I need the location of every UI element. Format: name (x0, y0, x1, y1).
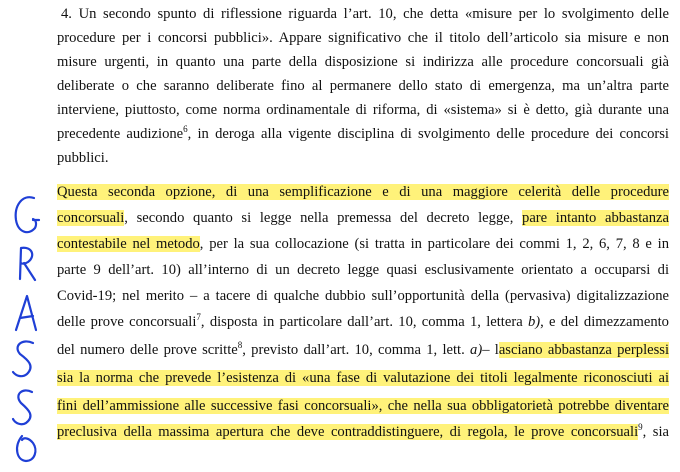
highlighted-text: pare intanto abbastanza (522, 210, 669, 226)
handwritten-grasso-letters (0, 0, 56, 467)
text-line: Covid-19; nel merito – a tacere di qualche dubbio sull’opportunità della (pervasiva) digitalizzazione (57, 288, 669, 304)
text-line (57, 420, 669, 444)
text-span: precedente audizione (57, 126, 184, 142)
footnote-marker[interactable]: 7 (196, 312, 201, 322)
highlighted-text: concorsuali (57, 210, 125, 226)
text-line (57, 366, 669, 390)
text-span: , e del dimezzamento (540, 314, 669, 330)
highlighted-text: fini dell’ammissione alle successive fasi concorsuali», che nella sua obbligatorietà potrebbe diventare (57, 398, 669, 414)
text-line (57, 232, 669, 256)
italic-text: a) (470, 342, 483, 358)
text-span: del numero delle prove scritte (57, 342, 238, 358)
handwritten-letter-s (13, 390, 32, 424)
text-span: , previsto dall’art. 10, comma 1, lett. (242, 342, 471, 358)
text-line (57, 122, 669, 146)
text-line: interviene, piuttosto, come norma ordinamentale di riforma, di «sistema» si è detto, già durante una (57, 102, 669, 118)
text-span: , secondo quanto si legge nella premessa del decreto legge, (124, 210, 523, 226)
handwritten-letter-a (16, 296, 36, 330)
handwritten-letter-g (16, 197, 39, 232)
text-line: deliberate o che saranno deliberate fino al permanere dello stato di emergenza, ma un’altra parte (57, 78, 669, 94)
footnote-marker[interactable]: 6 (183, 124, 188, 134)
highlighted-text: contestabile nel metodo (57, 236, 200, 252)
highlighted-text: asciano abbastanza perplessi (498, 342, 670, 358)
handwritten-margin-note (0, 0, 56, 467)
footnote-marker[interactable]: 8 (237, 340, 243, 350)
text-line (57, 338, 669, 362)
highlighted-text: Questa seconda opzione, di una semplificazione e di una maggiore celerità delle procedure (57, 184, 669, 200)
highlighted-text: preclusiva della massima apertura che deve contraddistinguere, di regola, le prove concorsuali (57, 424, 639, 440)
handwritten-letter-s (13, 341, 33, 376)
text-line: pubblici. (57, 150, 109, 166)
text-line: procedure per i concorsi pubblici». Appare significativo che il titolo dell’articolo sia misure e non (57, 30, 669, 46)
text-line (57, 206, 669, 230)
text-span: – l (482, 342, 499, 358)
handwritten-letter-r (20, 248, 35, 280)
text-span: delle prove concorsuali (57, 314, 197, 330)
handwritten-letter-o (17, 436, 35, 461)
text-line (57, 310, 669, 334)
text-span: , sia (642, 424, 669, 440)
text-line: 4. Un secondo spunto di riflessione riguarda l’art. 10, che detta «misure per lo svolgimento delle (61, 6, 669, 22)
text-span: , per la sua collocazione (si tratta in particolare dei commi 1, 2, 6, 7, 8 e in (199, 236, 669, 252)
text-line (57, 394, 669, 418)
text-line: parte 9 dell’art. 10) all’interno di un decreto legge quasi esclusivamente orientato a occuparsi di (57, 262, 669, 278)
footnote-marker[interactable]: 9 (638, 422, 643, 432)
text-span: , disposta in particolare dall’art. 10, comma 1, lettera (200, 314, 528, 330)
text-line (57, 180, 669, 204)
highlighted-text: sia la norma che prevede l’esistenza di «una fase di valutazione dei titoli legalmente riconosciuti ai (57, 370, 669, 386)
text-span: , in deroga alla vigente disciplina di svolgimento delle procedure dei concorsi (187, 126, 669, 142)
text-line: misure urgenti, in quanto una parte della disposizione si indirizza alle procedure concorsuali già (57, 54, 669, 70)
italic-text: b) (527, 314, 541, 330)
